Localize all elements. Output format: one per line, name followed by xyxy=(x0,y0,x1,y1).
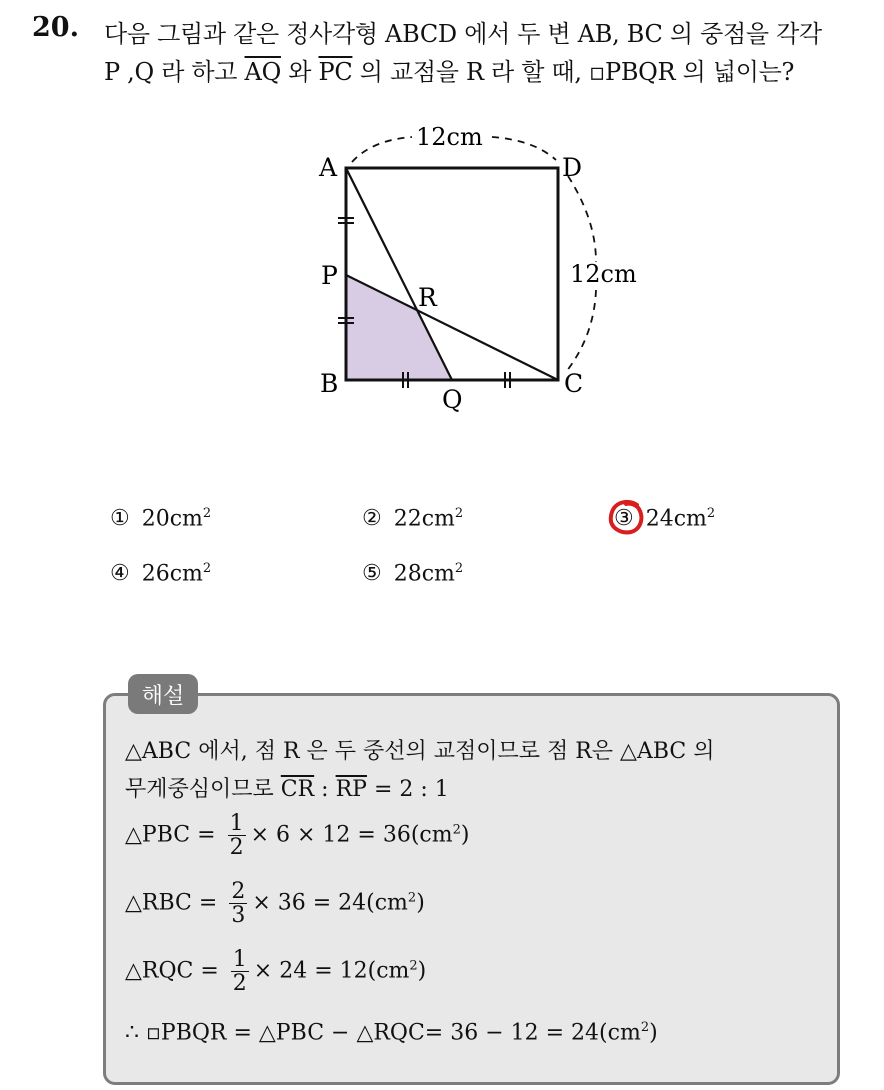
choice-value: 24cm xyxy=(645,506,707,532)
solution-line-6 xyxy=(125,1020,658,1045)
segment-rp: $\overline{RP}$ xyxy=(335,777,367,802)
numerator: 2 xyxy=(231,879,246,904)
question-number: 20. xyxy=(32,12,79,43)
dimension-arc-right xyxy=(566,290,596,372)
segment-cr: $\overline{CR}$ xyxy=(280,777,315,802)
denominator: 2 xyxy=(232,971,247,997)
choice-number: ④ xyxy=(110,561,130,587)
question-text-part: 의 교점을 R 라 할 때, ▫PBQR 의 넓이는? xyxy=(352,58,795,86)
square-figure xyxy=(0,0,884,450)
label-c: C xyxy=(564,369,584,398)
right-length-label: 12cm xyxy=(570,260,637,288)
fraction xyxy=(229,880,247,927)
choice-exponent: 2 xyxy=(202,506,212,521)
exponent: 2 xyxy=(452,822,461,838)
choice-number: ③ xyxy=(614,506,634,532)
solution-text: △RQC = xyxy=(125,958,226,984)
dimension-arc-top xyxy=(352,137,412,162)
choice-4[interactable] xyxy=(110,561,211,586)
exponent: 2 xyxy=(407,890,417,906)
question-text-line1: 다음 그림과 같은 정사각형 ABCD 에서 두 변 AB, BC 의 중점을 각각 xyxy=(104,20,822,48)
choice-5[interactable] xyxy=(362,561,463,586)
choice-number: ② xyxy=(362,506,382,532)
label-r: R xyxy=(418,283,437,312)
label-p: P xyxy=(321,261,338,290)
segment-pc: $\overline{PC}$ xyxy=(318,58,353,86)
top-length-label: 12cm xyxy=(416,123,483,151)
solution-text: ∴ ▫PBQR = △PBC − △RQC= 36 − 12 = 24(cm xyxy=(125,1020,641,1046)
question-text-part: P ,Q 라 하고 xyxy=(104,58,245,86)
solution-text: ) xyxy=(416,890,425,916)
solution-text: : xyxy=(314,777,336,802)
choice-value: 22cm xyxy=(393,506,455,532)
fraction xyxy=(228,812,246,859)
answer-circle-stroke xyxy=(611,502,642,533)
solution-text: ) xyxy=(460,822,470,848)
solution-text: = 2 : 1 xyxy=(366,777,449,802)
answer-circle-mark xyxy=(607,498,645,536)
solution-tag: 해설 xyxy=(128,674,198,714)
solution-line-2 xyxy=(125,772,449,803)
choice-value: 26cm xyxy=(141,561,203,587)
label-a: A xyxy=(319,153,338,182)
numerator: 1 xyxy=(232,947,247,972)
solution-text: △RBC = xyxy=(125,890,225,916)
dimension-arc-right xyxy=(568,176,596,262)
choice-exponent: 2 xyxy=(454,561,464,576)
solution-text: × 36 = 24(cm xyxy=(252,890,408,916)
solution-line-4 xyxy=(125,880,425,927)
choice-exponent: 2 xyxy=(202,561,212,576)
choice-exponent: 2 xyxy=(454,506,464,521)
exponent: 2 xyxy=(409,958,418,974)
dimension-arc-top xyxy=(492,137,556,160)
solution-line-3 xyxy=(125,812,469,859)
solution-text: × 24 = 12(cm xyxy=(253,958,410,984)
choice-number: ① xyxy=(110,506,130,532)
denominator: 2 xyxy=(229,835,244,861)
segment-aq: $\overline{AQ}$ xyxy=(244,58,281,86)
solution-text: △PBC = xyxy=(125,822,223,848)
label-b: B xyxy=(320,369,339,398)
choice-1[interactable] xyxy=(110,506,211,531)
choice-number: ⑤ xyxy=(362,561,382,587)
question-text-part: 와 xyxy=(280,58,319,86)
solution-text: × 6 × 12 = 36(cm xyxy=(250,822,453,848)
choice-value: 28cm xyxy=(393,561,455,587)
exponent: 2 xyxy=(640,1020,650,1035)
solution-line-1: △ABC 에서, 점 R 은 두 중선의 교점이므로 점 R은 △ABC 의 xyxy=(125,739,715,764)
denominator: 3 xyxy=(231,903,246,929)
solution-text: ) xyxy=(417,958,427,984)
solution-line-5 xyxy=(125,948,426,995)
choice-exponent: 2 xyxy=(706,506,716,521)
choice-value: 20cm xyxy=(141,506,203,532)
choice-2[interactable] xyxy=(362,506,463,531)
numerator: 1 xyxy=(229,811,244,836)
label-q: Q xyxy=(442,385,463,414)
solution-text: 무게중심이므로 xyxy=(125,777,281,802)
fraction xyxy=(231,948,249,995)
solution-text: ) xyxy=(649,1020,658,1046)
label-d: D xyxy=(562,153,583,182)
